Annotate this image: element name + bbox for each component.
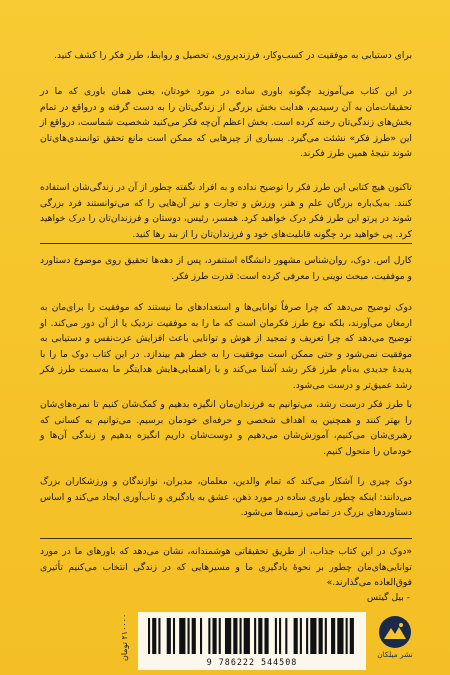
publisher-name: نشر میلکان — [377, 650, 413, 659]
isbn-barcode — [138, 612, 366, 670]
price-label: ۲۱۰۰۰۰ تومان — [120, 614, 129, 662]
section-divider — [40, 243, 412, 244]
paragraph-3: تاکنون هیچ کتابی این طرز فکر را توضیح نداده و به افراد نگفته چطور از آن در زندگی‌شان استفاده کنند. به‌یک‌باره بزرگان علم و هنر، ورزش و تجارت و نیز آن‌هایی را که می‌توانستند فرد بزرگی شوند در پرتو این طرز فکر درک خواهید کرد. همسر، رئیس، دوستان و فرزندان‌تان را درک خواهید کرد. پی خواهید برد چگونه قابلیت‌های خود و فرزندان‌تان را از بند رها کنید. — [40, 182, 412, 240]
endorsement-quote — [40, 544, 412, 591]
paragraph-6: با طرز فکر درست رشد، می‌توانیم به فرزندان‌مان انگیزه بدهیم و کمک‌شان کنیم تا نمره‌های‌شان را بهتر کنند و همچنین به اهداف شخصی و حرفه‌ای خودمان برسیم. می‌توانیم به کسانی که رهبری‌شان می‌کنیم، آموزش‌شان می‌دهیم و دوست‌شان داریم انگیزه بدهیم و زندگی آن‌ها و خودمان را متحول کنیم. — [40, 399, 412, 457]
paragraph-7: دوک چیزی را آشکار می‌کند که تمام والدین، معلمان، مدیران، نوازندگان و ورزشکاران بزرگ می‌دانند: اینکه چطور باوری ساده در مورد ذهن، عشق به یادگیری و تاب‌آوری ایجاد می‌کند و اساس دستاوردهای بزرگ در تمامی زمینه‌ها می‌شود. — [40, 476, 412, 519]
publisher-logo — [376, 616, 414, 668]
author-paragraph — [40, 397, 412, 459]
barcode-bars — [148, 618, 356, 654]
publisher-logo-icon — [379, 616, 411, 648]
quote-author: - بیل گیتس — [366, 592, 410, 603]
quote-text: «دوک در این کتاب جذاب، از طریق تحقیقاتی هوشمندانه، نشان می‌دهد که باورهای ما در مورد توانایی‌های‌مان چطور بر نحوهٔ یادگیری ما و مسیرهایی که در زندگی انتخاب می‌کنیم تأثیری فوق‌العاده می‌گذارند.» — [40, 546, 412, 589]
intro-paragraph — [40, 48, 412, 64]
description-paragraph — [40, 84, 412, 162]
mountain-icon — [379, 616, 411, 648]
paragraph-1: برای دستیابی به موفقیت در کسب‌وکار، فرزندپروری، تحصیل و روابط، طرز فکر را کشف کنید. — [53, 50, 412, 61]
section-divider — [40, 538, 412, 539]
barcode-number: 9 786222 544508 — [206, 657, 298, 667]
author-paragraph — [40, 300, 412, 394]
author-paragraph — [40, 474, 412, 521]
paragraph-4: کارل اس. دوک، روان‌شناس مشهور دانشگاه استنفرد، پس از دهه‌ها تحقیق روی موضوع دستاورد و موفقیت، مبحث نوینی را معرفی کرده است: قدرت طرز فکر. — [40, 255, 412, 282]
author-paragraph — [40, 253, 412, 284]
paragraph-2: در این کتاب می‌آموزید چگونه باوری ساده در مورد خودتان، یعنی همان باوری که ما در تحقیقات‌مان به آن رسیدیم، هدایت بخش بزرگی از زندگی‌تان را به دست گرفته و درواقع در تمام بخش‌های زندگی‌تان رخنه کرده است. بخش اعظم آن‌چه فکر می‌کنید شخصیت شماست، درواقع از این «طرز فکر» نشئت می‌گیرد. بسیاری از چیزهایی که ممکن است مانع تحقق توانمندی‌های‌تان شوند نتیجهٔ همین طرز فکرند. — [40, 86, 412, 160]
paragraph-5: دوک توضیح می‌دهد که چرا صرفاً توانایی‌ها و استعدادهای ما نیستند که موفقیت را برای‌مان به ارمغان می‌آورند، بلکه نوع طرز فکرمان است که ما را به موفقیت نزدیک یا از آن دور می‌کند. او توضیح می‌دهد که چرا تعریف و تمجید از هوش و توانایی باعث افزایش عزت‌نفس و دستیابی به موفقیت نمی‌شود و حتی ممکن است موفقیت را به خطر هم بیندازد. در این کتاب دوک ما را با پدیدهٔ جدیدی به‌نام طرز فکر رشد آشنا می‌کند و با راهنمایی‌هایش هدایتگر ما به‌سمت طرز فکر رشد عمیق‌تر و درست می‌شود. — [40, 302, 412, 391]
description-paragraph — [40, 180, 412, 242]
